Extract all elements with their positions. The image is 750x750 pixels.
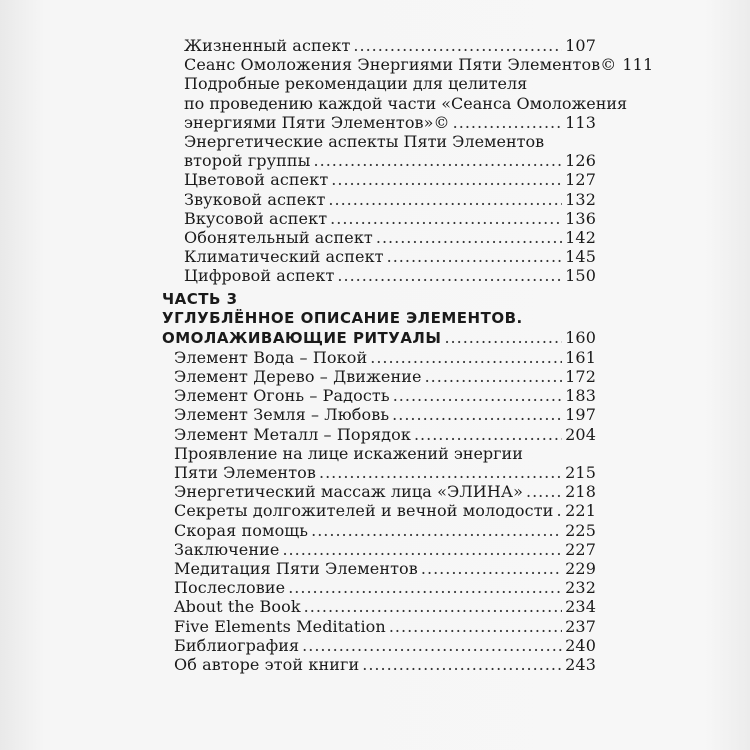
toc-entry (160, 482, 596, 501)
dot-leader (444, 328, 562, 347)
toc-entry-title: энергиями Пяти Элементов»© (184, 112, 450, 132)
toc-entry-title-line: Подробные рекомендации для целителя (184, 74, 528, 94)
toc-entry (160, 190, 596, 209)
toc-page-number: 172 (565, 367, 596, 387)
dot-leader (414, 425, 562, 444)
toc-entry-title: Звуковой аспект (184, 189, 326, 209)
toc-entry-multiline (160, 132, 596, 151)
dot-leader (453, 113, 563, 132)
toc-entry (160, 348, 596, 367)
toc-entry (160, 228, 596, 247)
toc-entry (160, 405, 596, 424)
toc-entry-title: Элемент Металл – Порядок (174, 424, 411, 444)
toc-page-number: 243 (565, 655, 596, 675)
toc-entry-title: Элемент Огонь – Радость (174, 386, 390, 406)
toc-entry (160, 151, 596, 170)
dot-leader (288, 578, 562, 597)
toc-entry (160, 617, 596, 636)
toc-entry (160, 559, 596, 578)
toc-entry (160, 266, 596, 285)
toc-entry-title-line: Энергетические аспекты Пяти Элементов (184, 132, 545, 152)
dot-leader (314, 151, 563, 170)
toc-page-number: 113 (565, 112, 596, 132)
dot-leader (389, 617, 562, 636)
toc-page-number: 225 (565, 520, 596, 540)
part-title-line: УГЛУБЛЁННОЕ ОПИСАНИЕ ЭЛЕМЕНТОВ. (162, 308, 523, 327)
toc-entry-multiline (160, 74, 628, 113)
part-title-line: ОМОЛАЖИВАЮЩИЕ РИТУАЛЫ (162, 328, 442, 347)
toc-page-number: 183 (565, 386, 596, 406)
toc-entry (160, 425, 596, 444)
toc-page-number: 215 (565, 463, 596, 483)
toc-page-number: 232 (565, 578, 596, 598)
toc-entry-title: Цветовой аспект (184, 170, 329, 190)
toc-entry-title: Сеанс Омоложения Энергиями Пяти Элементов© (184, 55, 617, 75)
toc-page-number: 127 (565, 170, 596, 190)
toc-entry-title: Цифровой аспект (184, 266, 335, 286)
toc-page-number: 234 (565, 597, 596, 617)
dot-leader (425, 367, 563, 386)
toc-entry (160, 113, 596, 132)
dot-leader (319, 463, 562, 482)
toc-page-number: 237 (565, 616, 596, 636)
dot-leader (393, 386, 562, 405)
toc-entry (160, 209, 596, 228)
dot-leader (526, 482, 562, 501)
toc-entry (160, 328, 596, 348)
dot-leader (353, 36, 562, 55)
toc-entry-title: Скорая помощь (174, 520, 309, 540)
toc-entry-title: Элемент Вода – Покой (174, 347, 368, 367)
toc-page-number: 229 (565, 559, 596, 579)
toc-page-number: 142 (565, 228, 596, 248)
toc-entry (160, 36, 596, 55)
toc-page-number: 136 (565, 208, 596, 228)
toc-entry (160, 170, 596, 189)
dot-leader (387, 247, 563, 266)
toc-entry-title: Об авторе этой книги (174, 655, 360, 675)
dot-leader (304, 597, 562, 616)
toc-entry (160, 597, 596, 616)
toc-entry-title: Пяти Элементов (174, 463, 316, 483)
dot-leader (337, 266, 562, 285)
dot-leader (370, 348, 562, 367)
dot-leader (330, 209, 562, 228)
toc-entry (160, 55, 654, 75)
toc-page-number: 197 (565, 405, 596, 425)
toc-entry-title: Энергетический массаж лица «ЭЛИНА» (174, 482, 523, 502)
toc-page-number: 204 (565, 424, 596, 444)
toc-page-number: 227 (565, 539, 596, 559)
toc-entry (160, 540, 596, 559)
toc-entry-title: Медитация Пяти Элементов (174, 559, 418, 579)
dot-leader (362, 655, 562, 674)
toc-entry (160, 247, 596, 266)
part-heading (160, 290, 596, 328)
dot-leader (302, 636, 562, 655)
toc-entry (160, 521, 596, 540)
dot-leader (392, 405, 562, 424)
toc-entry-title: Послесловие (174, 578, 286, 598)
toc-page-number: 132 (565, 189, 596, 209)
toc-entry-title: Five Elements Meditation (174, 616, 386, 636)
dot-leader (328, 190, 562, 209)
toc-entry-title: Элемент Земля – Любовь (174, 405, 390, 425)
dot-leader (331, 170, 562, 189)
dot-leader (376, 228, 562, 247)
toc-entry-title: второй группы (184, 151, 311, 171)
dot-leader (421, 559, 562, 578)
toc-page-number: 160 (565, 327, 596, 347)
toc-entry (160, 578, 596, 597)
toc-entry-title: Жизненный аспект (184, 36, 351, 55)
toc-page-number: 221 (565, 501, 596, 521)
toc-entry (160, 636, 596, 655)
part-label: ЧАСТЬ 3 (162, 289, 238, 308)
toc-entry-title: Вкусовой аспект (184, 208, 328, 228)
toc-entry-title: Заключение (174, 539, 280, 559)
toc-entry (160, 386, 596, 405)
toc-page-number: 161 (565, 347, 596, 367)
toc-entry (160, 655, 596, 674)
dot-leader (282, 540, 562, 559)
toc-entry (160, 367, 596, 386)
toc-entry-title-line: по проведению каждой части «Сеанса Омоложения (184, 93, 628, 113)
toc-page-number: 145 (565, 247, 596, 267)
toc-page-number: 111 (622, 55, 654, 75)
dot-leader (311, 521, 562, 540)
toc-page-number: 126 (565, 151, 596, 171)
toc-entry-title: About the Book (174, 597, 301, 617)
toc-entry-multiline (160, 444, 596, 463)
toc-entry-title: Элемент Дерево – Движение (174, 367, 422, 387)
toc-entry-title-line: Проявление на лице искажений энергии (174, 443, 523, 463)
toc-page-number: 240 (565, 635, 596, 655)
toc-entry-title: Секреты долгожителей и вечной молодости (174, 501, 554, 521)
toc-entry (160, 463, 596, 482)
toc-entry-title: Библиография (174, 635, 300, 655)
toc-page-number: 218 (565, 482, 596, 502)
toc-page-number: 107 (565, 36, 596, 55)
dot-leader (556, 501, 562, 520)
toc-entry-title: Обонятельный аспект (184, 228, 373, 248)
toc-entry (160, 501, 596, 520)
toc-page-number: 150 (565, 266, 596, 286)
table-of-contents (160, 36, 654, 675)
toc-entry-title: Климатический аспект (184, 247, 384, 267)
